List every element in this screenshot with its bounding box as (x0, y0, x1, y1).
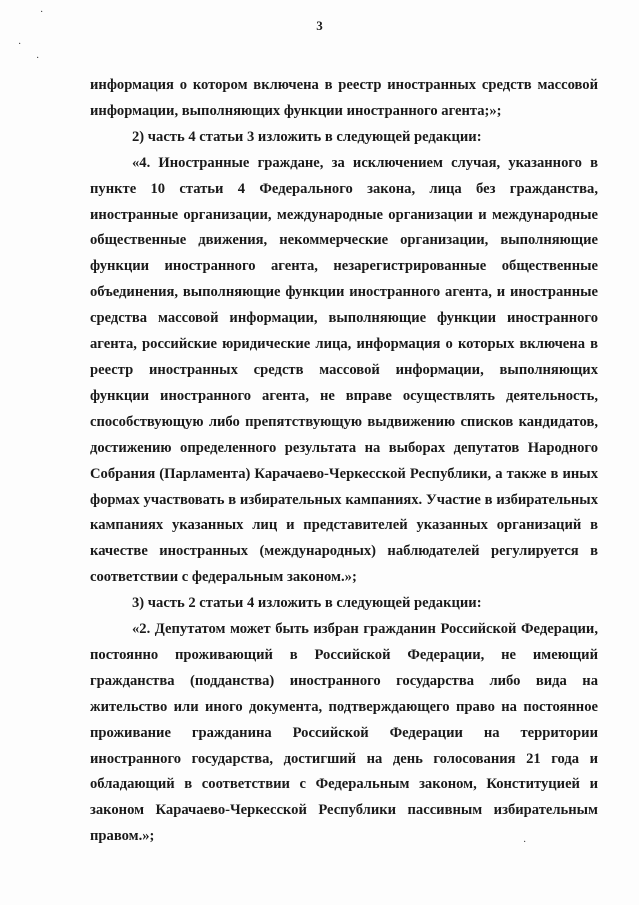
paragraph-part-4-text: «4. Иностранные граждане, за исключением случая, указанного в пункте 10 статьи 4 Федерального закона, лица без гражданства, иностранные организации, международные организации и международные общественные движения, некоммерческие организации, выполняющие функции иностранного агента, незарегистрированные общественные объединения, выполняющие функции иностранного агента, и иностранные средства массовой информации, выполняющие функции иностранного агента, российские юридические лица, информация о которых включена в реестр иностранных средств массовой информации, выполняющих функции иностранного агента, не вправе осуществлять деятельность, способствующую либо препятствующую выдвижению списков кандидатов, достижению определенного результата на выборах депутатов Народного Собрания (Парламента) Карачаево-Черкесской Республики, а также в иных формах участвовать в избирательных кампаниях. Участие в избирательных кампаниях указанных лиц и представителей указанных организаций в качестве иностранных (международных) наблюдателей регулируется в соответствии с федеральным законом.»; (90, 154, 598, 586)
scan-speck: · (523, 837, 527, 848)
document-body (90, 73, 598, 850)
page-number: 3 (316, 18, 323, 33)
paragraph-item-2: 2) часть 4 статьи 3 изложить в следующей редакции: (132, 128, 482, 145)
paragraph-part-2-text: «2. Депутатом может быть избран гражданин Российской Федерации, постоянно проживающий в Российской Федерации, не имеющий гражданства (подданства) иностранного государства либо вида на жительство или иного документа, подтверждающего право на постоянное проживание гражданина Российской Федерации на территории иностранного государства, достигший на день голосования 21 года и обладающий в соответствии с Федеральным законом, Конституцией и законом Карачаево-Черкесской Республики пассивным избирательным правом.»; (90, 621, 598, 845)
scan-speck: · (18, 39, 22, 50)
scan-speck: · (36, 53, 40, 64)
paragraph-continuation: информация о котором включена в реестр иностранных средств массовой информации, выполняющих функции иностранного агента;»; (90, 77, 598, 119)
paragraph-item-3: 3) часть 2 статьи 4 изложить в следующей редакции: (132, 595, 482, 612)
scan-speck: · (40, 7, 44, 18)
